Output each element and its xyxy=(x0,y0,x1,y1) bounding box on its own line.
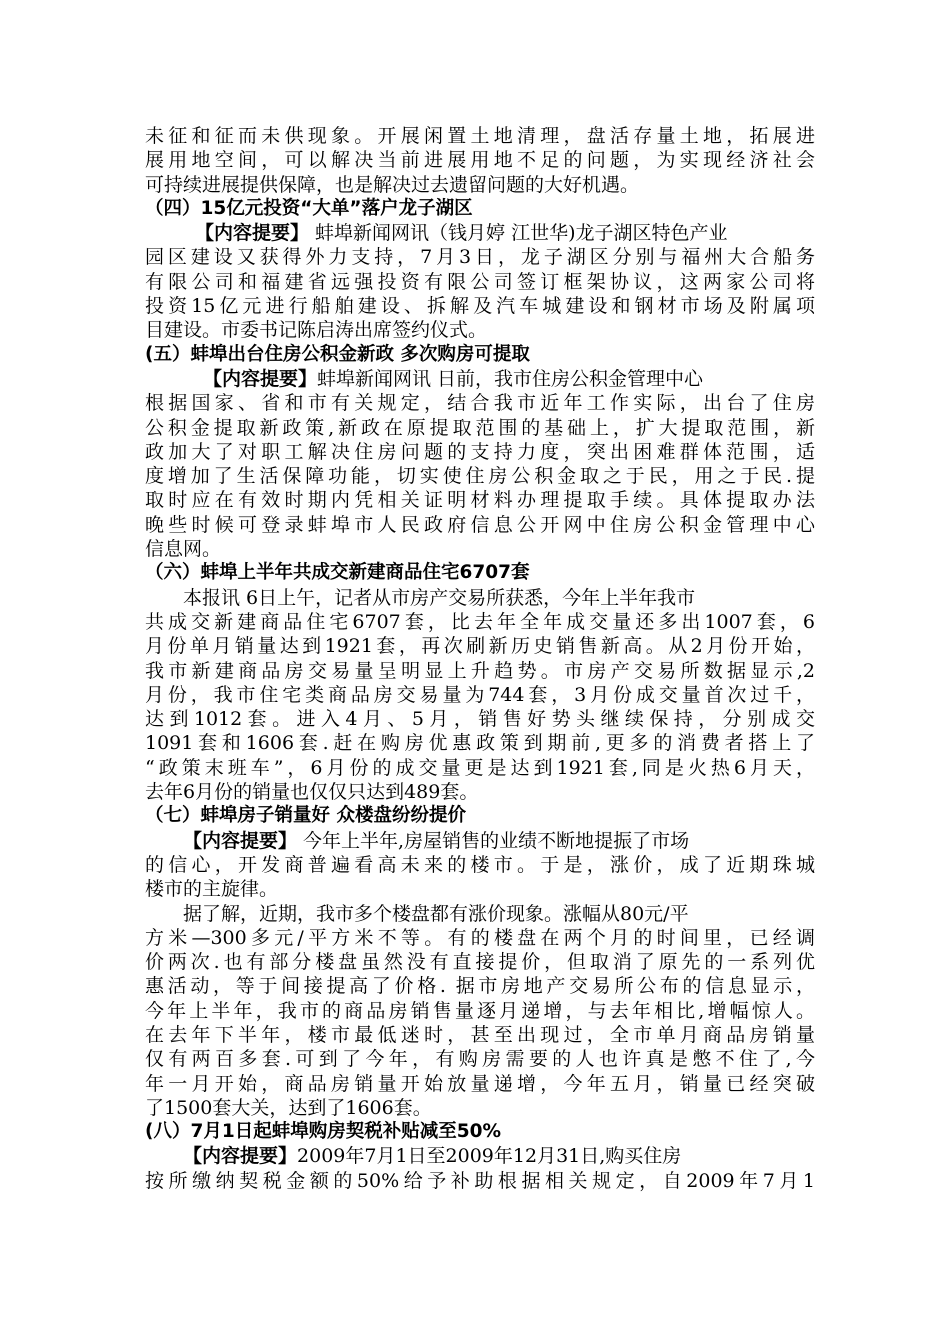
paragraph-line: 未征和征而未供现象。开展闲置土地清理，盘活存量土地，拓展进 xyxy=(145,125,815,147)
paragraph-line: 政加大了对职工解决住房问题的支持力度，突出困难群体范围，适 xyxy=(145,440,815,463)
summary-tag: 【内容提要】 xyxy=(183,829,298,852)
paragraph-line xyxy=(145,221,815,245)
paragraph-line: 年一月开始，商品房销量开始放量递增，今年五月，销量已经突破 xyxy=(145,1072,815,1095)
paragraph-line: 公积金提取新政策,新政在原提取范围的基础上，扩大提取范围，新 xyxy=(145,416,815,439)
paragraph-line: 本报讯 6日上午，记者从市房产交易所获悉，今年上半年我市 xyxy=(183,586,696,609)
paragraph-line: 据了解，近期，我市多个楼盘都有涨价现象。涨幅从80元/平 xyxy=(183,902,689,925)
section-7-heading: （七）蚌埠房子销量好 众楼盘纷纷提价 xyxy=(145,805,466,827)
paragraph-line: 度增加了生活保障功能，切实使住房公积金取之于民，用之于民.提 xyxy=(145,465,815,488)
paragraph-line: 了1500套大关，达到了1606套。 xyxy=(145,1096,432,1119)
paragraph-line: 有限公司和福建省远强投资有限公司签订框架协议，这两家公司将 xyxy=(145,270,815,293)
document-page xyxy=(145,124,815,1193)
paragraph-line: 可持续进展提供保障，也是解决过去遗留问题的大好机遇。 xyxy=(145,173,640,196)
paragraph-line: 信息网。 xyxy=(145,538,222,561)
paragraph-text: 蚌埠新闻网讯 日前，我市住房公积金管理中心 xyxy=(317,367,704,390)
paragraph-line: 展用地空间，可以解决当前进展用地不足的问题，为实现经济社会 xyxy=(145,149,815,172)
paragraph-line: 方米—300多元/平方米不等。有的楼盘在两个月的时间里，已经调 xyxy=(145,926,815,949)
paragraph-line xyxy=(145,367,815,391)
paragraph-line: 达到1012套。进入4月、5月，销售好势头继续保持，分别成交 xyxy=(145,708,815,731)
paragraph-line: 按所缴纳契税金额的50%给予补助根据相关规定，自2009年7月1 xyxy=(145,1169,815,1192)
paragraph-line: 目建设。市委书记陈启涛出席签约仪式。 xyxy=(145,319,488,342)
paragraph-line: 晚些时候可登录蚌埠市人民政府信息公开网中住房公积金管理中心 xyxy=(145,513,815,536)
paragraph-line: 楼市的主旋律。 xyxy=(145,878,279,901)
paragraph-line: 根据国家、省和市有关规定，结合我市近年工作实际，出台了住房 xyxy=(145,392,815,415)
paragraph-line: 今年上半年，我市的商品房销售量逐月递增，与去年相比,增幅惊人。 xyxy=(145,999,815,1022)
paragraph-line: 月份单月销量达到1921套，再次刷新历史销售新高。从2月份开始， xyxy=(145,635,815,658)
paragraph-line: 共成交新建商品住宅6707套，比去年全年成交量还多出1007套，6 xyxy=(145,610,815,633)
paragraph-line: 在去年下半年，楼市最低迷时，甚至出现过，全市单月商品房销量 xyxy=(145,1023,815,1046)
paragraph-line: 取时应在有效时期内凭相关证明材料办理提取手续。具体提取办法 xyxy=(145,489,815,512)
summary-tag: 【内容提要】 xyxy=(183,1145,298,1168)
paragraph-line: 的信心，开发商普遍看高未来的楼市。于是，涨价，成了近期珠城 xyxy=(145,853,815,876)
section-8-heading: (八）7月1日起蚌埠购房契税补贴减至50% xyxy=(145,1121,501,1143)
paragraph-text: 今年上半年,房屋销售的业绩不断地提振了市场 xyxy=(297,829,690,852)
paragraph-line: 1091套和1606套.赶在购房优惠政策到期前,更多的消费者搭上了 xyxy=(145,732,815,755)
paragraph-line: 仅有两百多套.可到了今年，有购房需要的人也许真是憋不住了,今 xyxy=(145,1048,815,1071)
paragraph-line: 惠活动，等于间接提高了价格. 据市房地产交易所公布的信息显示， xyxy=(145,975,815,998)
section-4-heading: （四）15亿元投资“大单”落户龙子湖区 xyxy=(145,197,473,219)
paragraph-line: 我市新建商品房交易量呈明显上升趋势。市房产交易所数据显示,2 xyxy=(145,659,815,682)
paragraph-line: 去年6月份的销量也仅仅只达到489套。 xyxy=(145,781,479,804)
paragraph-line xyxy=(145,829,815,853)
paragraph-text: 2009年7月1日至2009年12月31日,购买住房 xyxy=(297,1145,682,1168)
paragraph-line: “政策末班车”，6月份的成交量更是达到1921套,同是火热6月天， xyxy=(145,756,815,779)
paragraph-line xyxy=(145,1144,815,1168)
paragraph-line: 价两次.也有部分楼盘虽然没有直接提价，但取消了原先的一系列优 xyxy=(145,951,815,974)
paragraph-line: 投资15亿元进行船舶建设、拆解及汽车城建设和钢材市场及附属项 xyxy=(145,295,815,318)
summary-tag: 【内容提要】 xyxy=(195,222,310,245)
summary-tag: 【内容提要】 xyxy=(203,367,318,390)
section-5-heading: (五）蚌埠出台住房公积金新政 多次购房可提取 xyxy=(145,343,530,365)
paragraph-line: 园区建设又获得外力支持，7月3日，龙子湖区分别与福州大合船务 xyxy=(145,246,815,269)
section-6-heading: （六）蚌埠上半年共成交新建商品住宅6707套 xyxy=(145,562,530,584)
paragraph-line: 月份，我市住宅类商品房交易量为744套，3月份成交量首次过千， xyxy=(145,683,815,706)
paragraph-text: 蚌埠新闻网讯（钱月婷 江世华)龙子湖区特色产业 xyxy=(309,222,728,245)
